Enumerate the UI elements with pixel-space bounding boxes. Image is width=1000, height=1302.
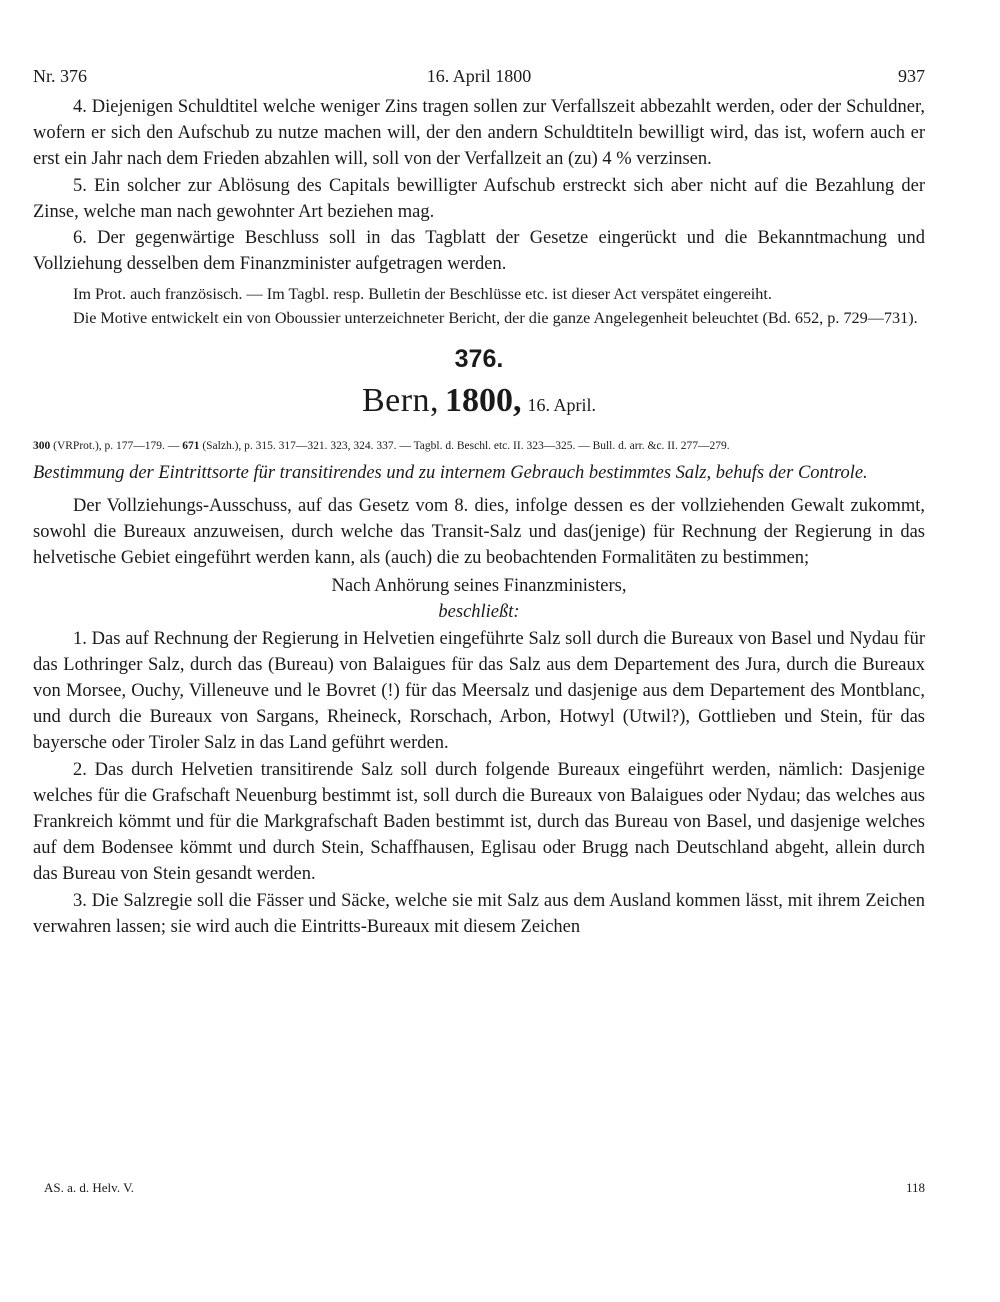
running-header — [33, 66, 925, 94]
editorial-notes — [33, 283, 925, 330]
document-body — [33, 460, 925, 940]
ref-text: (VRProt.), p. 177—179. — — [50, 440, 183, 453]
page-number: 937 — [898, 66, 925, 86]
document-number: 376. — [454, 345, 504, 374]
article: 1. Das auf Rechnung der Regierung in Helvetien eingeführte Salz soll durch die Bureaux von Basel und Nydau für das Lothringer Salz, durch das (Bureau) von Balaigues für das Salz aus dem Departement des Jura, durch die Bureaux von Morsee, Ouchy, Villeneuve und le Bovret (!) für das Meersalz und dasjenige aus dem Departement des Montblanc, und durch die Bureaux von Sargans, Rheineck, Rorschach, Arbon, Hotwyl (Utwil?), Gottlieben und Stein, für das bayersche oder Tiroler Salz in das Land geführt werden. — [33, 628, 925, 754]
header-doc-number: Nr. 376 — [33, 66, 87, 86]
previous-document-tail — [33, 94, 925, 277]
footer-signature: AS. a. d. Helv. V. — [44, 1180, 135, 1195]
note: Im Prot. auch französisch. — Im Tagbl. resp. Bulletin der Beschlüsse etc. ist dieser Act verspätet eingereiht. — [73, 285, 772, 304]
page — [33, 66, 925, 940]
preamble: Der Vollziehungs-Ausschuss, auf das Gesetz vom 8. dies, infolge dessen es der vollziehenden Gewalt zukommt, sowohl die Bureaux anzuweisen, durch welche das Transit-Salz und das(jenige) für Rechnung der Regierung in das helvetische Gebiet eingeführt werden kann, als (auch) die zu beobachtenden Formalitäten zu bestimmen; — [33, 495, 925, 569]
document-heading — [33, 376, 925, 432]
document-year: 1800, — [445, 382, 522, 420]
resolves-clause: beschließt: — [438, 602, 520, 623]
header-date: 16. April 1800 — [426, 66, 532, 86]
document-date: 16. April. — [527, 395, 597, 416]
paragraph: 6. Der gegenwärtige Beschluss soll in das Tagblatt der Gesetze eingerückt und die Bekanntmachung und Vollziehung desselben dem Finanzminister aufgetragen werden. — [33, 228, 925, 275]
note: Die Motive entwickelt ein von Oboussier unterzeichneter Bericht, der die ganze Angelegenheit beleuchtet (Bd. 652, p. 729—731). — [73, 308, 918, 327]
ref-text: (Salzh.), p. 315. 317—321. 323, 324. 337. — Tagbl. d. Beschl. etc. II. 323—325. — Bull. d. arr. &c. II. 277—279. — [199, 440, 730, 453]
document-place: Bern, — [361, 382, 440, 420]
source-references — [33, 436, 925, 456]
paragraph: 4. Diejenigen Schuldtitel welche weniger Zins tragen sollen zur Verfallszeit abbezahlt werden, oder der Schuldner, wofern er sich den Aufschub zu nutze machen will, der den andern Schuldtiteln bewilligt wird, das ist, wofern auch er erst ein Jahr nach dem Frieden abzahlen will, soll von der Verfallzeit an (zu) 4 % verzinsen. — [33, 97, 925, 170]
hearing-clause: Nach Anhörung seines Finanzministers, — [331, 576, 627, 597]
document-subject: Bestimmung der Eintrittsorte für transitirendes und zu internem Gebrauch bestimmtes Salz, behufs der Controle. — [33, 463, 868, 484]
ref-volume: 300 — [33, 440, 51, 453]
article: 3. Die Salzregie soll die Fässer und Säcke, welche sie mit Salz aus dem Ausland kommen lässt, mit ihrem Zeichen verwahren lassen; sie wird auch die Eintritts-Bureaux mit diesem Zeichen — [33, 890, 925, 937]
paragraph: 5. Ein solcher zur Ablösung des Capitals bewilligter Aufschub erstreckt sich aber nicht auf die Bezahlung der Zinse, welche man nach gewohnter Art beziehen mag. — [33, 175, 925, 222]
article: 2. Das durch Helvetien transitirende Salz soll durch folgende Bureaux eingeführt werden, nämlich: Dasjenige welches für die Grafschaft Neuenburg bestimmt ist, soll durch die Bureaux von Balaigues oder Nydau; das welches aus Frankreich kömmt und für die Markgrafschaft Baden bestimmt ist, durch das Bureau von Basel, und dasjenige welches auf dem Bodensee kömmt und durch Stein, Schaffhausen, Eglisau oder Brugg nach Deutschland abgeht, allein durch das Bureau von Stein gesandt werden. — [33, 759, 925, 885]
footer-sheet-number: 118 — [905, 1180, 925, 1195]
ref-volume: 671 — [182, 440, 200, 453]
